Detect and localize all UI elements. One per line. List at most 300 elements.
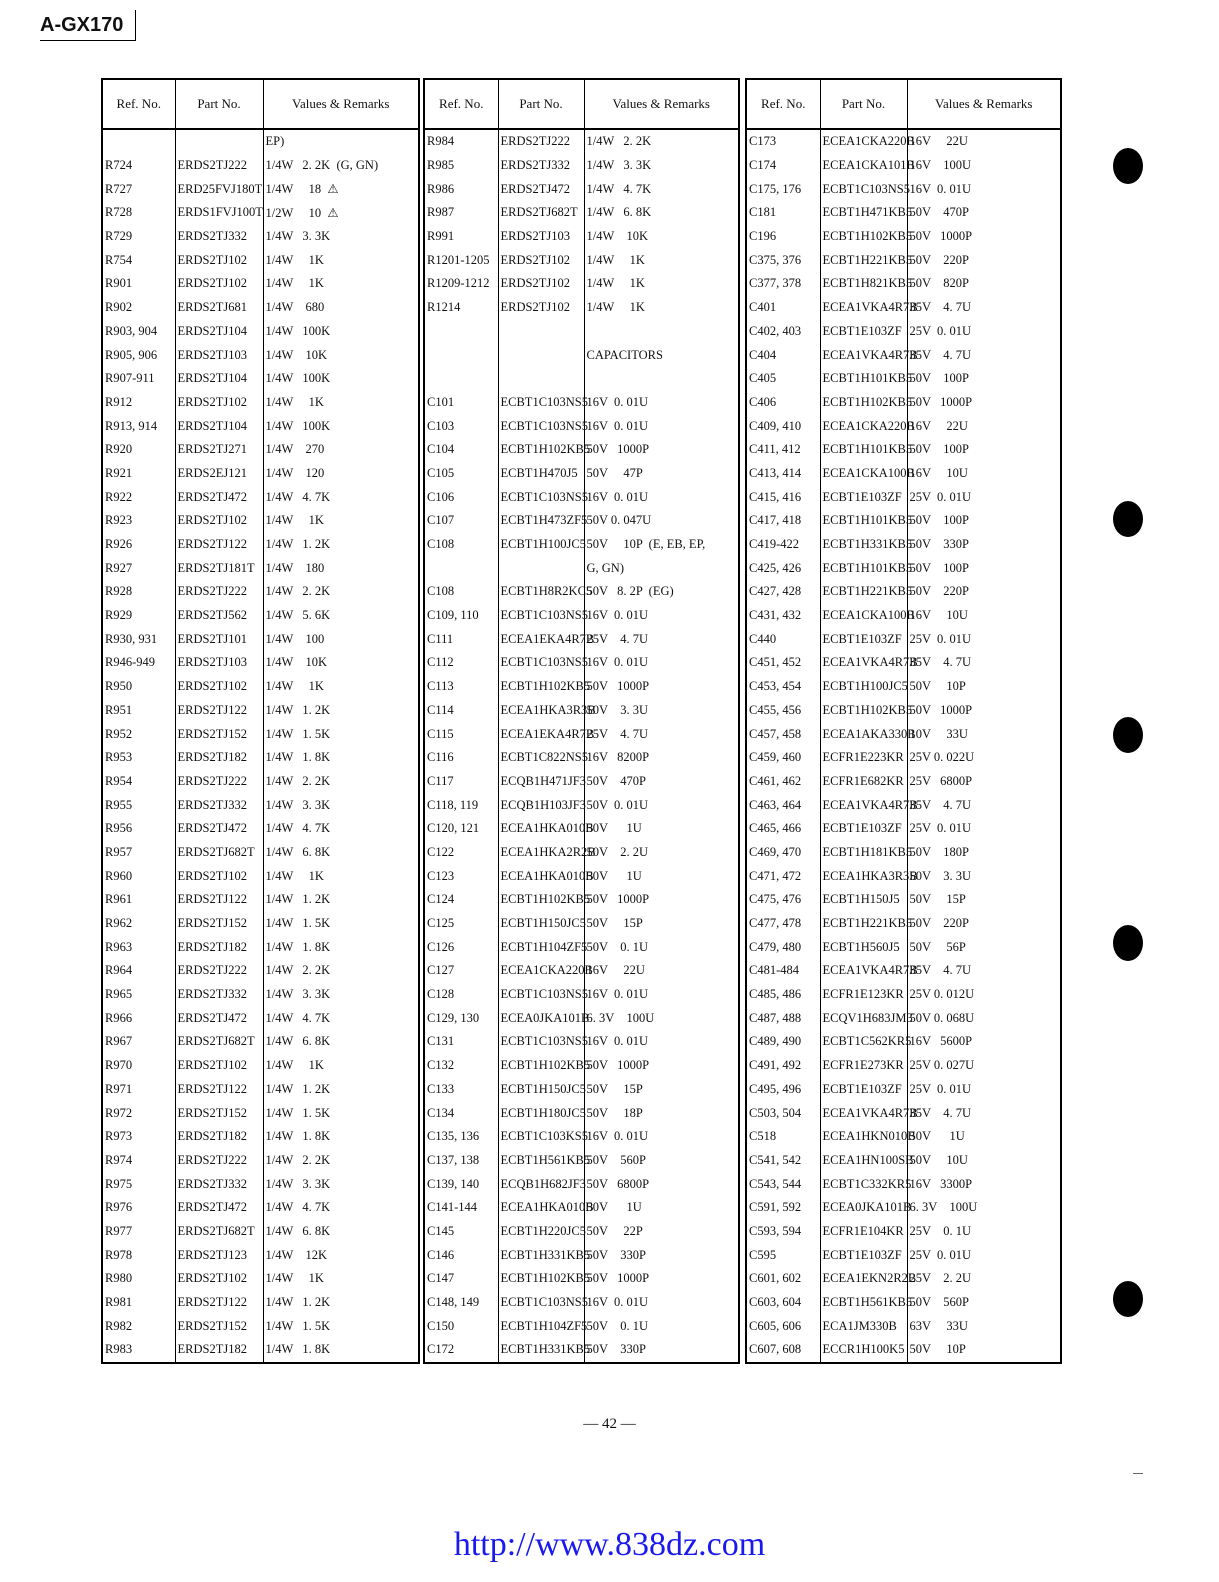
table-row xyxy=(102,1149,419,1173)
watermark-link[interactable] xyxy=(0,1526,1219,1564)
header-values: Values & Remarks xyxy=(584,79,739,129)
ref-no-cell: R965 xyxy=(102,983,175,1007)
ref-no-cell: C129, 130 xyxy=(424,1006,498,1030)
ref-no-cell: C485, 486 xyxy=(746,983,820,1007)
values-cell: G, GN) xyxy=(584,556,739,580)
part-no-cell: ERDS2TJ332 xyxy=(175,793,263,817)
punch-hole-mark xyxy=(1113,501,1143,537)
table-row xyxy=(424,129,739,154)
ref-no-cell: R960 xyxy=(102,864,175,888)
table-row xyxy=(746,1078,1061,1102)
part-no-cell: ERDS2TJ103 xyxy=(175,651,263,675)
ref-no-cell: C109, 110 xyxy=(424,604,498,628)
ref-no-cell: R963 xyxy=(102,935,175,959)
values-cell: 50V 0. 1U xyxy=(584,1314,739,1338)
values-cell: 50V 1U xyxy=(907,1125,1061,1149)
values-cell: CAPACITORS xyxy=(584,343,739,367)
values-cell: 16V 0. 01U xyxy=(584,1291,739,1315)
table-row xyxy=(102,154,419,178)
ref-no-cell: C451, 452 xyxy=(746,651,820,675)
part-no-cell: ECBT1H180JC5 xyxy=(498,1101,584,1125)
ref-no-cell: C431, 432 xyxy=(746,604,820,628)
values-cell: 50V 100P xyxy=(907,509,1061,533)
part-no-cell: ECBT1E103ZF xyxy=(820,485,907,509)
part-no-cell: ECEA1VKA4R7B xyxy=(820,651,907,675)
ref-no-cell: R921 xyxy=(102,462,175,486)
part-no-cell: ECBT1H102KB5 xyxy=(498,1054,584,1078)
part-no-cell: ERDS2TJ122 xyxy=(175,699,263,723)
values-cell: 1/4W 1K xyxy=(263,272,419,296)
values-cell: 50V 15P xyxy=(584,1078,739,1102)
values-cell: 1/4W 100 xyxy=(263,627,419,651)
ref-no-cell: C108 xyxy=(424,580,498,604)
table-row xyxy=(102,320,419,344)
part-no-cell: ERDS2TJ472 xyxy=(175,817,263,841)
part-no-cell: ECEA0JKA101B xyxy=(820,1196,907,1220)
ref-no-cell: C116 xyxy=(424,746,498,770)
table-row xyxy=(424,1267,739,1291)
ref-no-cell: C461, 462 xyxy=(746,770,820,794)
part-no-cell: ECBT1C103NS5 xyxy=(498,651,584,675)
part-no-cell: ECBT1H102KB5 xyxy=(498,675,584,699)
values-cell: 1/4W 1. 5K xyxy=(263,1101,419,1125)
ref-no-cell: C103 xyxy=(424,414,498,438)
part-no-cell: ERDS2TJ562 xyxy=(175,604,263,628)
values-cell: 50V 100P xyxy=(907,367,1061,391)
values-cell: 50V 15P xyxy=(584,912,739,936)
table-row xyxy=(746,1314,1061,1338)
ref-no-cell: R974 xyxy=(102,1149,175,1173)
part-no-cell: ECFR1E223KR xyxy=(820,746,907,770)
ref-no-cell: C518 xyxy=(746,1125,820,1149)
part-no-cell: ERDS2TJ682T xyxy=(175,1220,263,1244)
table-row xyxy=(424,1243,739,1267)
values-cell: 25V 0. 01U xyxy=(907,485,1061,509)
table-row xyxy=(102,1125,419,1149)
table-row xyxy=(424,225,739,249)
table-row xyxy=(102,699,419,723)
ref-no-cell xyxy=(424,367,498,391)
part-no-cell: ECBT1H150J5 xyxy=(820,888,907,912)
table-row xyxy=(746,129,1061,154)
values-cell: 16V 3300P xyxy=(907,1172,1061,1196)
ref-no-cell: R982 xyxy=(102,1314,175,1338)
part-no-cell: ERDS2TJ182 xyxy=(175,935,263,959)
part-no-cell: ECFR1E273KR xyxy=(820,1054,907,1078)
table-row xyxy=(746,912,1061,936)
ref-no-cell: C453, 454 xyxy=(746,675,820,699)
table-row xyxy=(424,651,739,675)
values-cell: 1/4W 120 xyxy=(263,462,419,486)
values-cell: 1/4W 10K xyxy=(584,225,739,249)
values-cell: 1/4W 1. 5K xyxy=(263,1314,419,1338)
ref-no-cell: C108 xyxy=(424,533,498,557)
part-no-cell: ECEA1HKA2R2B xyxy=(498,841,584,865)
table-row xyxy=(746,556,1061,580)
values-cell: 1/4W 1. 2K xyxy=(263,1078,419,1102)
ref-no-cell: C101 xyxy=(424,391,498,415)
values-cell: 1/4W 5. 6K xyxy=(263,604,419,628)
table-row xyxy=(424,604,739,628)
ref-no-cell: C463, 464 xyxy=(746,793,820,817)
ref-no-cell: C477, 478 xyxy=(746,912,820,936)
part-no-cell: ERDS2TJ104 xyxy=(175,320,263,344)
parts-table-1 xyxy=(101,78,420,1364)
values-cell: 25V 4. 7U xyxy=(584,722,739,746)
ref-no-cell: C603, 604 xyxy=(746,1291,820,1315)
table-row xyxy=(102,1220,419,1244)
parts-table-3 xyxy=(745,78,1062,1364)
header-part: Part No. xyxy=(498,79,584,129)
values-cell: 50V 820P xyxy=(907,272,1061,296)
part-no-cell: ECBT1C562KR5 xyxy=(820,1030,907,1054)
table-row xyxy=(746,177,1061,201)
part-no-cell: ERDS1FVJ100T xyxy=(175,201,263,225)
table-row xyxy=(746,414,1061,438)
values-cell: 50V 15P xyxy=(907,888,1061,912)
part-no-cell: ECQB1H103JF3 xyxy=(498,793,584,817)
part-no-cell: ERDS2TJ222 xyxy=(175,770,263,794)
values-cell: 50V 330P xyxy=(584,1338,739,1363)
header-values: Values & Remarks xyxy=(907,79,1061,129)
part-no-cell: ERDS2TJ152 xyxy=(175,722,263,746)
part-no-cell: ECBT1H470J5 xyxy=(498,462,584,486)
part-no-cell: ECBT1H331KB5 xyxy=(820,533,907,557)
values-cell: 1/4W 4. 7K xyxy=(263,1196,419,1220)
table-row xyxy=(102,1243,419,1267)
ref-no-cell: R930, 931 xyxy=(102,627,175,651)
ref-no-cell: R952 xyxy=(102,722,175,746)
values-cell: 1/4W 6. 8K xyxy=(584,201,739,225)
ref-no-cell: C141-144 xyxy=(424,1196,498,1220)
values-cell: 50V 0. 01U xyxy=(584,793,739,817)
part-no-cell: ERDS2TJ102 xyxy=(175,675,263,699)
part-no-cell: ECEA1CKA220B xyxy=(820,129,907,154)
table-row xyxy=(746,793,1061,817)
table-row xyxy=(102,841,419,865)
part-no-cell: ECBT1H221KB5 xyxy=(820,580,907,604)
ref-no-cell: R964 xyxy=(102,959,175,983)
part-no-cell: ERDS2TJ122 xyxy=(175,1078,263,1102)
part-no-cell: ECBT1H102KB5 xyxy=(820,225,907,249)
table-row xyxy=(424,1101,739,1125)
ref-no-cell: C107 xyxy=(424,509,498,533)
table-row xyxy=(102,248,419,272)
ref-no-cell: R928 xyxy=(102,580,175,604)
ref-no-cell: C479, 480 xyxy=(746,935,820,959)
part-no-cell xyxy=(498,367,584,391)
table-row xyxy=(746,391,1061,415)
values-cell: 1/4W 1K xyxy=(584,248,739,272)
ref-no-cell: R987 xyxy=(424,201,498,225)
part-no-cell: ECBT1C103NS5 xyxy=(498,485,584,509)
table-row xyxy=(746,1149,1061,1173)
part-no-cell: ECBT1C103KS5 xyxy=(498,1125,584,1149)
values-cell: 1/4W 3. 3K xyxy=(263,225,419,249)
values-cell: 50V 560P xyxy=(584,1149,739,1173)
ref-no-cell xyxy=(102,129,175,154)
part-no-cell: ECBT1H821KB5 xyxy=(820,272,907,296)
table-row xyxy=(746,1267,1061,1291)
table-row xyxy=(102,201,419,225)
watermark-link-text[interactable]: http://www.838dz.com xyxy=(453,1526,766,1563)
ref-no-cell: C133 xyxy=(424,1078,498,1102)
ref-no-cell: C127 xyxy=(424,959,498,983)
part-no-cell: ERDS2TJ472 xyxy=(175,1006,263,1030)
ref-no-cell: C605, 606 xyxy=(746,1314,820,1338)
part-no-cell: ECBT1E103ZF xyxy=(820,1243,907,1267)
ref-no-cell: C459, 460 xyxy=(746,746,820,770)
header-ref: Ref. No. xyxy=(424,79,498,129)
table-row xyxy=(424,438,739,462)
model-title: A-GX170 xyxy=(40,10,136,41)
ref-no-cell: C469, 470 xyxy=(746,841,820,865)
part-no-cell: ECBT1H100JC5 xyxy=(498,533,584,557)
part-no-cell: ECEA1HKA010B xyxy=(498,817,584,841)
values-cell: 35V 4. 7U xyxy=(907,296,1061,320)
header-ref: Ref. No. xyxy=(746,79,820,129)
part-no-cell: ERDS2TJ332 xyxy=(175,983,263,1007)
values-cell: 16V 22U xyxy=(584,959,739,983)
header-values: Values & Remarks xyxy=(263,79,419,129)
values-cell: 50V 470P xyxy=(907,201,1061,225)
part-no-cell: ECBT1H221KB5 xyxy=(820,912,907,936)
table-row xyxy=(746,651,1061,675)
ref-no-cell: C122 xyxy=(424,841,498,865)
values-cell: 1/4W 2. 2K (G, GN) xyxy=(263,154,419,178)
values-cell: 25V 0. 01U xyxy=(907,627,1061,651)
table-row xyxy=(102,414,419,438)
table-row xyxy=(424,627,739,651)
ref-no-cell: C427, 428 xyxy=(746,580,820,604)
values-cell: 1/4W 4. 7K xyxy=(263,1006,419,1030)
part-no-cell: ERDS2TJ122 xyxy=(175,1291,263,1315)
table-row xyxy=(424,462,739,486)
part-no-cell: ECBT1H331KB5 xyxy=(498,1243,584,1267)
values-cell: 1/4W 1. 5K xyxy=(263,912,419,936)
table-row xyxy=(102,983,419,1007)
part-no-cell: ECBT1H181KB5 xyxy=(820,841,907,865)
values-cell: 50V 6800P xyxy=(584,1172,739,1196)
part-no-cell: ECEA1AKA330B xyxy=(820,722,907,746)
table-row xyxy=(102,1291,419,1315)
values-cell: 1/4W 1. 2K xyxy=(263,888,419,912)
table-row xyxy=(746,817,1061,841)
values-cell: 50V 18P xyxy=(584,1101,739,1125)
ref-no-cell: R1209-1212 xyxy=(424,272,498,296)
parts-table-2 xyxy=(423,78,740,1364)
table-row xyxy=(746,746,1061,770)
values-cell: 50V 1U xyxy=(584,817,739,841)
values-cell: 6. 3V 100U xyxy=(584,1006,739,1030)
ref-no-cell: R976 xyxy=(102,1196,175,1220)
values-cell: 16V 0. 01U xyxy=(584,651,739,675)
values-cell: 16V 5600P xyxy=(907,1030,1061,1054)
ref-no-cell: R967 xyxy=(102,1030,175,1054)
part-no-cell: ERDS2TJ102 xyxy=(498,248,584,272)
part-no-cell: ERDS2TJ104 xyxy=(175,414,263,438)
values-cell: 50V 220P xyxy=(907,248,1061,272)
ref-no-cell: C134 xyxy=(424,1101,498,1125)
table-row xyxy=(102,462,419,486)
part-no-cell: ERDS2TJ152 xyxy=(175,1314,263,1338)
table-row xyxy=(424,770,739,794)
ref-no-cell: R981 xyxy=(102,1291,175,1315)
values-cell: 1/4W 1K xyxy=(584,296,739,320)
part-no-cell: ECBT1H101KB5 xyxy=(820,556,907,580)
ref-no-cell: C541, 542 xyxy=(746,1149,820,1173)
divider xyxy=(1133,1473,1143,1474)
values-cell: 25V 0. 01U xyxy=(907,1243,1061,1267)
ref-no-cell: C150 xyxy=(424,1314,498,1338)
values-cell: 50V 180P xyxy=(907,841,1061,865)
table-row xyxy=(746,1338,1061,1363)
part-no-cell: ERDS2TJ102 xyxy=(175,248,263,272)
table-row xyxy=(424,391,739,415)
part-no-cell: ECBT1H150JC5 xyxy=(498,1078,584,1102)
values-cell: 1/4W 18 ⚠ xyxy=(263,177,419,201)
table-row xyxy=(746,1243,1061,1267)
table-row xyxy=(424,1314,739,1338)
values-cell: 50V 470P xyxy=(584,770,739,794)
ref-no-cell: R954 xyxy=(102,770,175,794)
ref-no-cell: C137, 138 xyxy=(424,1149,498,1173)
table-row xyxy=(746,1172,1061,1196)
ref-no-cell: C128 xyxy=(424,983,498,1007)
values-cell: 25V 0. 012U xyxy=(907,983,1061,1007)
ref-no-cell: R986 xyxy=(424,177,498,201)
values-cell: 50V 1000P xyxy=(907,391,1061,415)
table-row xyxy=(102,651,419,675)
values-cell: 1/4W 1K xyxy=(263,1054,419,1078)
ref-no-cell: R951 xyxy=(102,699,175,723)
values-cell: 1/4W 4. 7K xyxy=(263,817,419,841)
ref-no-cell: R754 xyxy=(102,248,175,272)
table-row xyxy=(746,1291,1061,1315)
part-no-cell: ECBT1E103ZF xyxy=(820,817,907,841)
part-no-cell: ECBT1C822NS5 xyxy=(498,746,584,770)
ref-no-cell: C377, 378 xyxy=(746,272,820,296)
ref-no-cell: R728 xyxy=(102,201,175,225)
part-no-cell: ECBT1C103NS5 xyxy=(498,1291,584,1315)
values-cell: 1/2W 10 ⚠ xyxy=(263,201,419,225)
values-cell: 1/4W 1. 2K xyxy=(263,533,419,557)
part-no-cell: ERDS2TJ102 xyxy=(175,1267,263,1291)
ref-no-cell: C503, 504 xyxy=(746,1101,820,1125)
ref-no-cell: C481-484 xyxy=(746,959,820,983)
table-row xyxy=(746,462,1061,486)
part-no-cell: ERDS2TJ101 xyxy=(175,627,263,651)
values-cell: 1/4W 3. 3K xyxy=(263,983,419,1007)
part-no-cell: ECBT1H101KB5 xyxy=(820,438,907,462)
ref-no-cell: R927 xyxy=(102,556,175,580)
part-no-cell: ECEA1HKN010B xyxy=(820,1125,907,1149)
table-row xyxy=(746,1054,1061,1078)
table-row xyxy=(102,509,419,533)
ref-no-cell: R901 xyxy=(102,272,175,296)
values-cell: 50V 10P xyxy=(907,1338,1061,1363)
table-row xyxy=(102,770,419,794)
ref-no-cell: C139, 140 xyxy=(424,1172,498,1196)
table-row xyxy=(746,272,1061,296)
part-no-cell: ECBT1H102KB5 xyxy=(498,438,584,462)
values-cell: 1/4W 6. 8K xyxy=(263,1030,419,1054)
table-row xyxy=(424,580,739,604)
ref-no-cell: C105 xyxy=(424,462,498,486)
table-row xyxy=(102,272,419,296)
table-row xyxy=(424,533,739,557)
part-no-cell: ECBT1H102KB5 xyxy=(820,699,907,723)
part-no-cell: ECBT1H100JC5 xyxy=(820,675,907,699)
table-row xyxy=(746,841,1061,865)
part-no-cell: ECBT1H560J5 xyxy=(820,935,907,959)
ref-no-cell: C406 xyxy=(746,391,820,415)
ref-no-cell: C489, 490 xyxy=(746,1030,820,1054)
part-no-cell: ERDS2TJ682T xyxy=(498,201,584,225)
ref-no-cell: R983 xyxy=(102,1338,175,1363)
ref-no-cell: C411, 412 xyxy=(746,438,820,462)
part-no-cell: ERDS2TJ102 xyxy=(175,509,263,533)
part-no-cell: ECBT1C103NS5 xyxy=(820,177,907,201)
ref-no-cell: C106 xyxy=(424,485,498,509)
values-cell: 50V 10P xyxy=(907,675,1061,699)
part-no-cell: ECEA1HKA010B xyxy=(498,864,584,888)
ref-no-cell: R926 xyxy=(102,533,175,557)
part-no-cell: ERDS2TJ271 xyxy=(175,438,263,462)
table-row xyxy=(102,1338,419,1363)
ref-no-cell: R907-911 xyxy=(102,367,175,391)
table-row xyxy=(424,1172,739,1196)
ref-no-cell: C113 xyxy=(424,675,498,699)
part-no-cell: ECEA1EKA4R7B xyxy=(498,627,584,651)
table-row xyxy=(102,912,419,936)
ref-no-cell: C595 xyxy=(746,1243,820,1267)
ref-no-cell: C181 xyxy=(746,201,820,225)
table-row xyxy=(746,1030,1061,1054)
table-row xyxy=(424,1125,739,1149)
ref-no-cell: C120, 121 xyxy=(424,817,498,841)
values-cell: 50V 1000P xyxy=(584,1054,739,1078)
values-cell: 1/4W 1. 8K xyxy=(263,746,419,770)
table-row xyxy=(746,722,1061,746)
part-no-cell: ECEA1EKA4R7B xyxy=(498,722,584,746)
table-row xyxy=(746,604,1061,628)
ref-no-cell: R923 xyxy=(102,509,175,533)
values-cell: 1/4W 1K xyxy=(263,1267,419,1291)
ref-no-cell: R903, 904 xyxy=(102,320,175,344)
part-no-cell: ECEA1HKA3R3B xyxy=(820,864,907,888)
values-cell: 1/4W 3. 3K xyxy=(584,154,739,178)
values-cell: 1/4W 1. 8K xyxy=(263,935,419,959)
values-cell: 16V 0. 01U xyxy=(584,983,739,1007)
ref-no-cell: R984 xyxy=(424,129,498,154)
table-row xyxy=(424,1054,739,1078)
ref-no-cell: C146 xyxy=(424,1243,498,1267)
part-no-cell: ECEA1VKA4R7B xyxy=(820,1101,907,1125)
table-row xyxy=(102,793,419,817)
part-no-cell: ERDS2TJ222 xyxy=(498,129,584,154)
ref-no-cell: C145 xyxy=(424,1220,498,1244)
part-no-cell: ERDS2TJ682T xyxy=(175,841,263,865)
ref-no-cell: C131 xyxy=(424,1030,498,1054)
table-row xyxy=(424,675,739,699)
ref-no-cell: C593, 594 xyxy=(746,1220,820,1244)
table-row xyxy=(746,248,1061,272)
table-row xyxy=(424,983,739,1007)
ref-no-cell: R973 xyxy=(102,1125,175,1149)
part-no-cell: ECEA1VKA4R7B xyxy=(820,793,907,817)
values-cell: 1/4W 100K xyxy=(263,367,419,391)
